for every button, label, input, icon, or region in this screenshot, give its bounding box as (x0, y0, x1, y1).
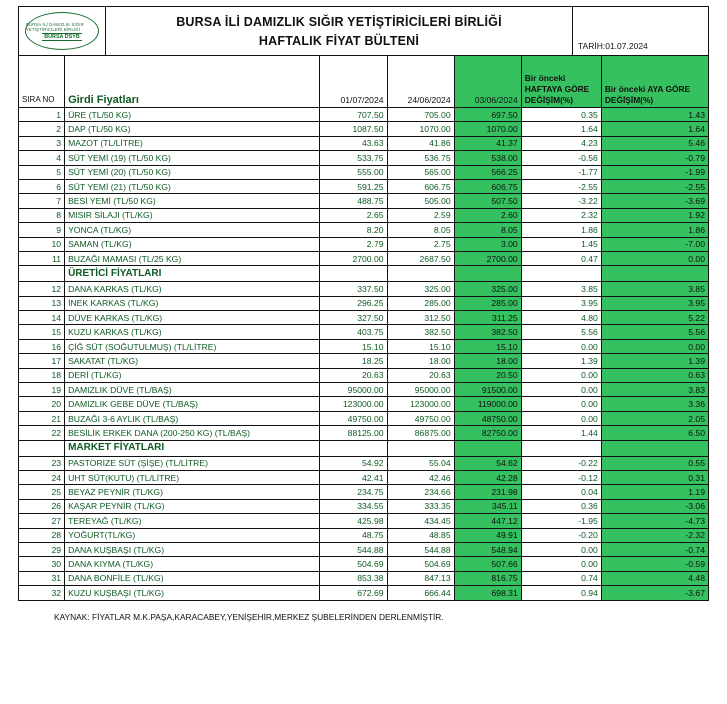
row-index: 22 (19, 426, 65, 440)
row-weekly-change: 0.74 (521, 571, 601, 585)
row-price-d2: 1070.00 (387, 122, 454, 136)
row-monthly-change: -3.69 (601, 194, 708, 208)
table-row (19, 571, 709, 585)
row-price-d2: 234.66 (387, 485, 454, 499)
row-item-name: SÜT YEMİ (19) (TL/50 KG) (65, 151, 320, 165)
section-header-row (19, 440, 709, 456)
table-row (19, 165, 709, 179)
row-price-d1: 296.25 (320, 296, 387, 310)
row-item-name: BUZAĞI 3-6 AYLIK (TL/BAŞ) (65, 411, 320, 425)
row-price-d1: 707.50 (320, 108, 387, 122)
row-price-d3: 20.50 (454, 368, 521, 382)
row-weekly-change: -0.12 (521, 470, 601, 484)
row-monthly-change: 5.56 (601, 325, 708, 339)
row-index: 1 (19, 108, 65, 122)
row-index: 4 (19, 151, 65, 165)
row-price-d3: 697.50 (454, 108, 521, 122)
section-blank-cell (454, 266, 521, 282)
row-weekly-change: 3.85 (521, 282, 601, 296)
row-weekly-change: -0.56 (521, 151, 601, 165)
row-index: 3 (19, 136, 65, 150)
row-monthly-change: 0.55 (601, 456, 708, 470)
row-item-name: KUZU KUŞBAŞI (TL/KG) (65, 586, 320, 600)
table-row (19, 325, 709, 339)
section-blank-cell (521, 440, 601, 456)
row-index: 16 (19, 339, 65, 353)
row-price-d3: 15.10 (454, 339, 521, 353)
row-price-d1: 123000.00 (320, 397, 387, 411)
row-price-d3: 285.00 (454, 296, 521, 310)
row-weekly-change: 0.00 (521, 339, 601, 353)
row-monthly-change: 5.22 (601, 311, 708, 325)
row-price-d1: 337.50 (320, 282, 387, 296)
row-monthly-change: 3.36 (601, 397, 708, 411)
section-blank-cell (601, 440, 708, 456)
row-monthly-change: 1.86 (601, 223, 708, 237)
section-blank-cell (521, 266, 601, 282)
row-price-d3: 447.12 (454, 514, 521, 528)
row-item-name: SÜT YEMİ (21) (TL/50 KG) (65, 179, 320, 193)
row-price-d3: 82750.00 (454, 426, 521, 440)
row-item-name: YOĞURT(TL/KG) (65, 528, 320, 542)
row-item-name: BESİLİK ERKEK DANA (200-250 KG) (TL/BAŞ) (65, 426, 320, 440)
row-weekly-change: 0.00 (521, 397, 601, 411)
row-monthly-change: -4.73 (601, 514, 708, 528)
row-price-d2: 2.59 (387, 208, 454, 222)
header-date-2: 24/06/2024 (387, 56, 454, 108)
row-item-name: DÜVE KARKAS (TL/KG) (65, 311, 320, 325)
row-price-d2: 606.75 (387, 179, 454, 193)
row-price-d3: 2700.00 (454, 251, 521, 265)
row-price-d3: 42.28 (454, 470, 521, 484)
row-item-name: UHT SÜT(KUTU) (TL/LİTRE) (65, 470, 320, 484)
row-item-name: DANA KARKAS (TL/KG) (65, 282, 320, 296)
table-row (19, 208, 709, 222)
row-monthly-change: -0.74 (601, 542, 708, 556)
row-price-d2: 15.10 (387, 339, 454, 353)
row-index: 14 (19, 311, 65, 325)
row-item-name: DAMIZLIK DÜVE (TL/BAŞ) (65, 383, 320, 397)
row-price-d2: 504.69 (387, 557, 454, 571)
row-price-d2: 325.00 (387, 282, 454, 296)
row-price-d3: 41.37 (454, 136, 521, 150)
table-row (19, 557, 709, 571)
row-price-d1: 544.88 (320, 542, 387, 556)
row-item-name: İNEK KARKAS (TL/KG) (65, 296, 320, 310)
table-row (19, 456, 709, 470)
row-price-d1: 488.75 (320, 194, 387, 208)
header-sira-no: SIRA NO (19, 56, 65, 108)
row-index: 11 (19, 251, 65, 265)
row-weekly-change: 1.86 (521, 223, 601, 237)
row-price-d1: 1087.50 (320, 122, 387, 136)
table-row (19, 368, 709, 382)
row-price-d2: 20.63 (387, 368, 454, 382)
row-weekly-change: -0.20 (521, 528, 601, 542)
row-price-d2: 95000.00 (387, 383, 454, 397)
table-head (19, 56, 709, 108)
row-item-name: DANA BONFİLE (TL/KG) (65, 571, 320, 585)
table-row (19, 296, 709, 310)
row-price-d1: 42.41 (320, 470, 387, 484)
row-price-d3: 119000.00 (454, 397, 521, 411)
row-price-d3: 548.94 (454, 542, 521, 556)
table-row (19, 151, 709, 165)
header-monthly-change: Bir önceki AYA GÖRE DEĞİŞİM(%) (601, 56, 708, 108)
table-row (19, 339, 709, 353)
row-price-d1: 591.25 (320, 179, 387, 193)
bulletin-page (0, 6, 727, 704)
logo-ring-text: BURSA İLİ DAMIZLIK SIĞIR YETİŞTİRİCİLERİ BİRLİĞİ (26, 21, 84, 32)
logo-cell (19, 7, 106, 55)
table-row (19, 514, 709, 528)
row-item-name: PASTORİZE SÜT (ŞİŞE) (TL/LİTRE) (65, 456, 320, 470)
table-row (19, 397, 709, 411)
row-item-name: SAMAN (TL/KG) (65, 237, 320, 251)
row-monthly-change: 0.00 (601, 251, 708, 265)
row-index: 9 (19, 223, 65, 237)
row-weekly-change: 5.56 (521, 325, 601, 339)
row-index: 30 (19, 557, 65, 571)
row-price-d2: 434.45 (387, 514, 454, 528)
row-price-d3: 507.50 (454, 194, 521, 208)
row-weekly-change: 0.47 (521, 251, 601, 265)
row-monthly-change: 3.95 (601, 296, 708, 310)
row-item-name: ÜRE (TL/50 KG) (65, 108, 320, 122)
table-row (19, 108, 709, 122)
row-monthly-change: -0.79 (601, 151, 708, 165)
row-item-name: KAŞAR PEYNİR (TL/KG) (65, 499, 320, 513)
section-title: ÜRETİCİ FİYATLARI (65, 266, 320, 282)
row-monthly-change: 2.05 (601, 411, 708, 425)
row-price-d3: 698.31 (454, 586, 521, 600)
row-weekly-change: 2.32 (521, 208, 601, 222)
row-price-d1: 234.75 (320, 485, 387, 499)
row-index: 23 (19, 456, 65, 470)
source-note: KAYNAK: FİYATLAR M.K.PAŞA,KARACABEY,YENİŞEHİR,MERKEZ ŞUBELERİNDEN DERLENMİŞTİR. (54, 611, 444, 622)
row-price-d3: 507.66 (454, 557, 521, 571)
row-monthly-change: 0.63 (601, 368, 708, 382)
page-subtitle: HAFTALIK FİYAT BÜLTENİ (258, 33, 420, 48)
table-row (19, 251, 709, 265)
row-index: 6 (19, 179, 65, 193)
table-row (19, 470, 709, 484)
table-row (19, 282, 709, 296)
date-cell (572, 7, 708, 55)
row-monthly-change: -3.67 (601, 586, 708, 600)
table-row (19, 528, 709, 542)
row-price-d2: 48.85 (387, 528, 454, 542)
page-title: BURSA İLİ DAMIZLIK SIĞIR YETİŞTİRİCİLERİ BİRLİĞİ (176, 14, 502, 29)
row-price-d2: 123000.00 (387, 397, 454, 411)
header-date-3: 03/06/2024 (454, 56, 521, 108)
row-index: 31 (19, 571, 65, 585)
table-header-row (19, 56, 709, 108)
table-row (19, 499, 709, 513)
logo-name-text: BURSA DSYB (44, 33, 80, 40)
row-price-d2: 55.04 (387, 456, 454, 470)
row-price-d2: 666.44 (387, 586, 454, 600)
row-price-d1: 88125.00 (320, 426, 387, 440)
row-price-d3: 49.91 (454, 528, 521, 542)
row-price-d2: 705.00 (387, 108, 454, 122)
row-monthly-change: 5.46 (601, 136, 708, 150)
row-weekly-change: 4.80 (521, 311, 601, 325)
section-header-row (19, 266, 709, 282)
table-row (19, 136, 709, 150)
section-blank-cell (320, 440, 387, 456)
row-index: 28 (19, 528, 65, 542)
row-weekly-change: 1.39 (521, 354, 601, 368)
row-index: 5 (19, 165, 65, 179)
row-item-name: DAMIZLIK GEBE DÜVE (TL/BAŞ) (65, 397, 320, 411)
table-row (19, 179, 709, 193)
row-index: 12 (19, 282, 65, 296)
row-item-name: BEYAZ PEYNİR (TL/KG) (65, 485, 320, 499)
header-group-title: Girdi Fiyatları (65, 56, 320, 108)
row-index: 18 (19, 368, 65, 382)
row-price-d1: 20.63 (320, 368, 387, 382)
row-monthly-change: 3.85 (601, 282, 708, 296)
section-blank-cell (19, 266, 65, 282)
row-monthly-change: 3.83 (601, 383, 708, 397)
row-index: 26 (19, 499, 65, 513)
row-weekly-change: -0.22 (521, 456, 601, 470)
table-row (19, 426, 709, 440)
row-monthly-change: 1.64 (601, 122, 708, 136)
row-weekly-change: 3.95 (521, 296, 601, 310)
row-item-name: DAP (TL/50 KG) (65, 122, 320, 136)
row-item-name: BUZAĞI MAMASI (TL/25 KG) (65, 251, 320, 265)
section-blank-cell (387, 440, 454, 456)
row-item-name: DANA KIYMA (TL/KG) (65, 557, 320, 571)
row-price-d2: 2687.50 (387, 251, 454, 265)
row-monthly-change: 1.43 (601, 108, 708, 122)
row-item-name: DERİ (TL/KG) (65, 368, 320, 382)
price-table (18, 55, 709, 601)
row-price-d2: 505.00 (387, 194, 454, 208)
row-price-d1: 853.38 (320, 571, 387, 585)
row-price-d3: 382.50 (454, 325, 521, 339)
row-price-d3: 48750.00 (454, 411, 521, 425)
row-index: 20 (19, 397, 65, 411)
row-price-d2: 285.00 (387, 296, 454, 310)
row-weekly-change: 0.35 (521, 108, 601, 122)
row-price-d3: 91500.00 (454, 383, 521, 397)
section-blank-cell (19, 440, 65, 456)
section-title: MARKET FİYATLARI (65, 440, 320, 456)
row-monthly-change: 1.92 (601, 208, 708, 222)
row-index: 2 (19, 122, 65, 136)
row-weekly-change: 0.00 (521, 542, 601, 556)
row-index: 32 (19, 586, 65, 600)
association-logo-icon (25, 12, 99, 50)
row-item-name: KUZU KARKAS (TL/KG) (65, 325, 320, 339)
row-price-d2: 8.05 (387, 223, 454, 237)
row-item-name: SÜT YEMİ (20) (TL/50 KG) (65, 165, 320, 179)
row-index: 19 (19, 383, 65, 397)
row-price-d3: 345.11 (454, 499, 521, 513)
row-index: 25 (19, 485, 65, 499)
row-weekly-change: 0.00 (521, 557, 601, 571)
row-index: 17 (19, 354, 65, 368)
row-monthly-change: -3.06 (601, 499, 708, 513)
row-price-d3: 54.62 (454, 456, 521, 470)
table-row (19, 223, 709, 237)
row-price-d3: 311.25 (454, 311, 521, 325)
row-price-d3: 18.00 (454, 354, 521, 368)
row-price-d1: 327.50 (320, 311, 387, 325)
row-index: 7 (19, 194, 65, 208)
row-price-d1: 504.69 (320, 557, 387, 571)
row-index: 13 (19, 296, 65, 310)
row-monthly-change: 0.31 (601, 470, 708, 484)
section-blank-cell (601, 266, 708, 282)
document-header (18, 6, 709, 55)
section-blank-cell (454, 440, 521, 456)
row-price-d3: 8.05 (454, 223, 521, 237)
row-price-d2: 86875.00 (387, 426, 454, 440)
table-row (19, 586, 709, 600)
row-price-d2: 42.46 (387, 470, 454, 484)
row-price-d1: 2700.00 (320, 251, 387, 265)
row-price-d3: 1070.00 (454, 122, 521, 136)
row-weekly-change: 1.64 (521, 122, 601, 136)
table-row (19, 485, 709, 499)
row-weekly-change: 1.44 (521, 426, 601, 440)
row-index: 21 (19, 411, 65, 425)
row-weekly-change: 0.00 (521, 383, 601, 397)
table-body (19, 108, 709, 601)
row-item-name: SAKATAT (TL/KG) (65, 354, 320, 368)
row-price-d3: 538.00 (454, 151, 521, 165)
title-cell (106, 7, 572, 55)
row-monthly-change: -2.55 (601, 179, 708, 193)
row-price-d3: 231.98 (454, 485, 521, 499)
row-monthly-change: -0.59 (601, 557, 708, 571)
row-price-d1: 48.75 (320, 528, 387, 542)
row-weekly-change: -2.55 (521, 179, 601, 193)
row-price-d1: 2.79 (320, 237, 387, 251)
row-index: 29 (19, 542, 65, 556)
row-price-d2: 565.00 (387, 165, 454, 179)
table-row (19, 354, 709, 368)
row-price-d1: 672.69 (320, 586, 387, 600)
row-index: 24 (19, 470, 65, 484)
table-row (19, 542, 709, 556)
row-price-d1: 18.25 (320, 354, 387, 368)
row-price-d1: 43.63 (320, 136, 387, 150)
bulletin-date: TARİH:01.07.2024 (578, 41, 648, 51)
row-price-d1: 2.65 (320, 208, 387, 222)
row-weekly-change: 0.04 (521, 485, 601, 499)
header-date-1: 01/07/2024 (320, 56, 387, 108)
row-weekly-change: 4.23 (521, 136, 601, 150)
row-index: 15 (19, 325, 65, 339)
row-item-name: YONCA (TL/KG) (65, 223, 320, 237)
row-monthly-change: 4.48 (601, 571, 708, 585)
row-monthly-change: -1.99 (601, 165, 708, 179)
row-weekly-change: 1.45 (521, 237, 601, 251)
row-price-d2: 847.13 (387, 571, 454, 585)
row-index: 10 (19, 237, 65, 251)
row-price-d2: 544.88 (387, 542, 454, 556)
row-price-d3: 3.00 (454, 237, 521, 251)
row-price-d2: 2.75 (387, 237, 454, 251)
row-price-d1: 15.10 (320, 339, 387, 353)
row-price-d1: 403.75 (320, 325, 387, 339)
row-price-d1: 533.75 (320, 151, 387, 165)
row-monthly-change: 0.00 (601, 339, 708, 353)
table-row (19, 383, 709, 397)
row-weekly-change: 0.94 (521, 586, 601, 600)
row-price-d3: 2.60 (454, 208, 521, 222)
row-weekly-change: 0.00 (521, 411, 601, 425)
row-monthly-change: 6.50 (601, 426, 708, 440)
row-price-d2: 536.75 (387, 151, 454, 165)
row-price-d1: 54.92 (320, 456, 387, 470)
row-price-d1: 49750.00 (320, 411, 387, 425)
row-weekly-change: -1.77 (521, 165, 601, 179)
row-weekly-change: 0.00 (521, 368, 601, 382)
table-row (19, 122, 709, 136)
row-price-d1: 425.98 (320, 514, 387, 528)
row-weekly-change: -3.22 (521, 194, 601, 208)
row-monthly-change: 1.39 (601, 354, 708, 368)
row-index: 8 (19, 208, 65, 222)
row-price-d2: 333.35 (387, 499, 454, 513)
row-weekly-change: -1.95 (521, 514, 601, 528)
row-monthly-change: 1.19 (601, 485, 708, 499)
row-price-d1: 555.00 (320, 165, 387, 179)
header-weekly-change: Bir önceki HAFTAYA GÖRE DEĞİŞİM(%) (521, 56, 601, 108)
row-price-d2: 49750.00 (387, 411, 454, 425)
row-price-d3: 606.75 (454, 179, 521, 193)
row-price-d3: 566.25 (454, 165, 521, 179)
table-row (19, 411, 709, 425)
row-price-d2: 382.50 (387, 325, 454, 339)
section-blank-cell (387, 266, 454, 282)
table-row (19, 194, 709, 208)
row-item-name: TEREYAĞ (TL/KG) (65, 514, 320, 528)
row-price-d1: 8.20 (320, 223, 387, 237)
row-item-name: DANA KUŞBAŞI (TL/KG) (65, 542, 320, 556)
row-monthly-change: -2.32 (601, 528, 708, 542)
row-monthly-change: -7.00 (601, 237, 708, 251)
section-blank-cell (320, 266, 387, 282)
row-price-d2: 41.86 (387, 136, 454, 150)
row-price-d2: 312.50 (387, 311, 454, 325)
row-price-d3: 816.75 (454, 571, 521, 585)
row-index: 27 (19, 514, 65, 528)
table-row (19, 237, 709, 251)
row-price-d3: 325.00 (454, 282, 521, 296)
row-item-name: ÇİĞ SÜT (SOĞUTULMUŞ) (TL/LİTRE) (65, 339, 320, 353)
row-price-d2: 18.00 (387, 354, 454, 368)
row-weekly-change: 0.36 (521, 499, 601, 513)
row-item-name: MISIR SİLAJI (TL/KG) (65, 208, 320, 222)
row-item-name: BESİ YEMİ (TL/50 KG) (65, 194, 320, 208)
table-row (19, 311, 709, 325)
row-price-d1: 334.55 (320, 499, 387, 513)
row-item-name: MAZOT (TL/LİTRE) (65, 136, 320, 150)
row-price-d1: 95000.00 (320, 383, 387, 397)
